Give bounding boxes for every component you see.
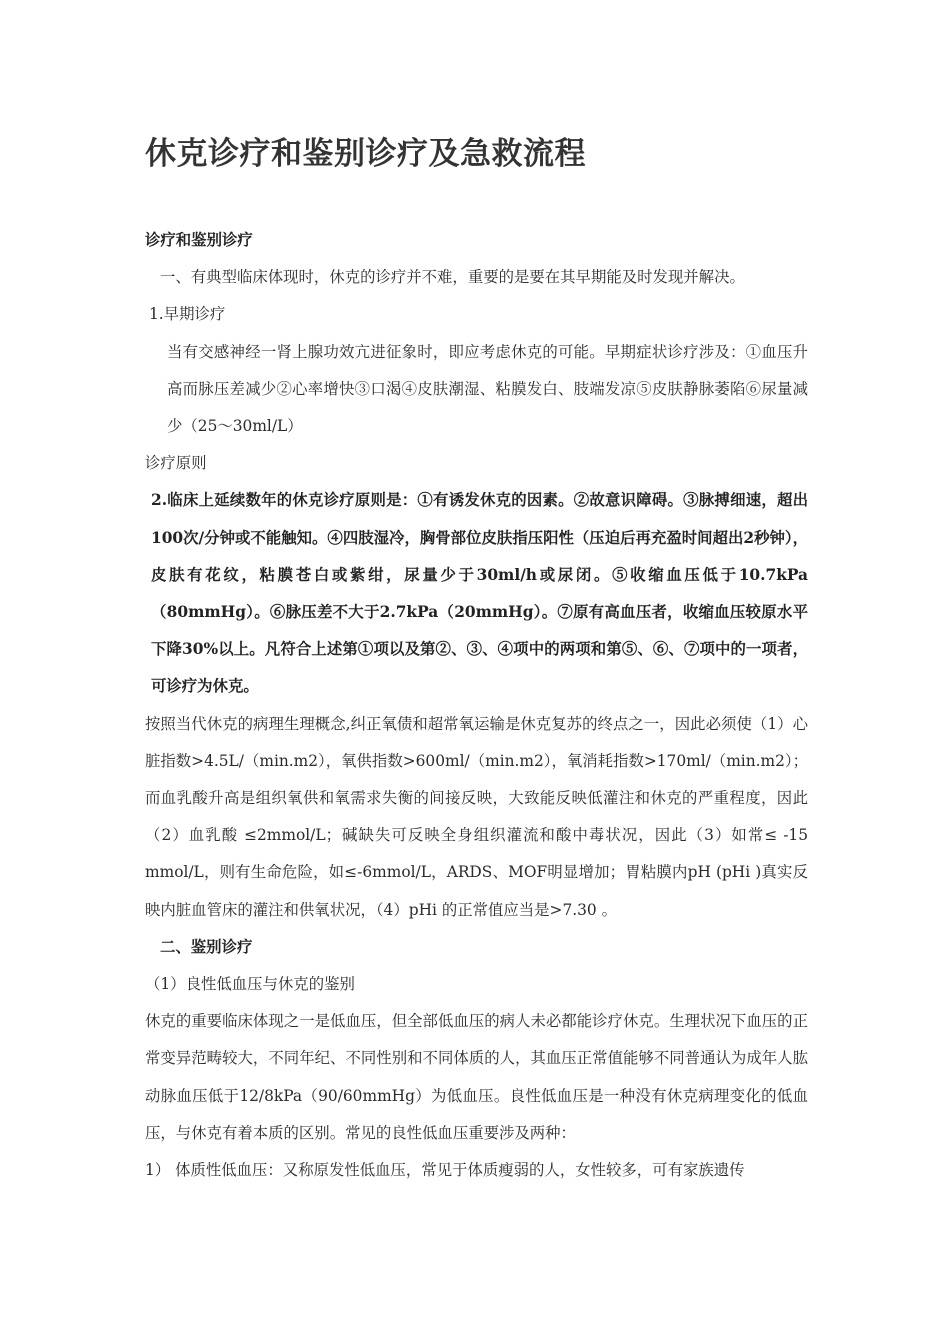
subheading-diagnosis-principles: 诊疗原则 [145,454,207,473]
section-heading-diagnosis: 诊疗和鉴别诊疗 [145,231,253,249]
document-body [145,222,808,1189]
section-heading-differential: 二、鉴别诊疗 [160,937,253,956]
paragraph-early-symptoms: 当有交感神经一肾上腺功效亢进征象时，即应考虑休克的可能。早期症状诊疗涉及：①血压升高而脉压差减少②心率增快③口渴④皮肤潮湿、粘膜发白、肢端发凉⑤皮肤静脉萎陷⑥尿量减少（25～30ml/L） [167,342,808,436]
subheading-benign-hypotension: （1）良性低血压与休克的鉴别 [145,975,355,994]
subheading-early-diagnosis: 1.早期诊疗 [149,305,226,324]
paragraph-resuscitation-endpoints: 按照当代休克的病理生理概念,纠正氧债和超常氧运输是休克复苏的终点之一，因此必须使（1）心脏指数>4.5L/（min.m2），氧供指数>600ml/（min.m2），氧消耗指数>170ml/（min.m2）；而血乳酸升高是组织氧供和氧需求失衡的间接反映，大致能反映低灌注和休克的严重程度，因此（2）血乳酸 ≤2mmol/L；碱缺失可反映全身组织灌流和酸中毒状况，因此（3）如常≤ -15 mmol/L，则有生命危险，如≤-6mmol/L，ARDS、MOF明显增加；胃粘膜内pH (pHi )真实反映内脏血管床的灌注和供氧状况，（4）pHi 的正常值应当是>7.30 。 [145,714,808,919]
paragraph-typical-presentation: 一、有典型临床体现时，休克的诊疗并不难，重要的是要在其早期能及时发现并解决。 [160,268,745,287]
paragraph-diagnosis-criteria: 2.临床上延续数年的休克诊疗原则是：①有诱发休克的因素。②故意识障碍。③脉搏细速，超出100次/分钟或不能触知。④四肢湿冷，胸骨部位皮肤指压阳性（压迫后再充盈时间超出2秒钟），皮肤有花纹，粘膜苍白或紫绀，尿量少于30ml/h或尿闭。⑤收缩血压低于10.7kPa（80mmHg）。⑥脉压差不大于2.7kPa（20mmHg）。⑦原有高血压者，收缩血压较原水平下降30%以上。凡符合上述第①项以及第②、③、④项中的两项和第⑤、⑥、⑦项中的一项者，可诊疗为休克。 [151,491,808,696]
paragraph-constitutional-hypotension: 1） 体质性低血压：又称原发性低血压，常见于体质瘦弱的人，女性较多，可有家族遗传 [145,1161,745,1180]
paragraph-hypotension-overview: 休克的重要临床体现之一是低血压，但全部低血压的病人未必都能诊疗休克。生理状况下血压的正常变异范畴较大，不同年纪、不同性别和不同体质的人，其血压正常值能够不同普通认为成年人肱动脉血压低于12/8kPa（90/60mmHg）为低血压。良性低血压是一种没有休克病理变化的低血压，与休克有着本质的区别。常见的良性低血压重要涉及两种： [145,1012,808,1142]
document-title: 休克诊疗和鉴别诊疗及急救流程 [145,136,586,172]
